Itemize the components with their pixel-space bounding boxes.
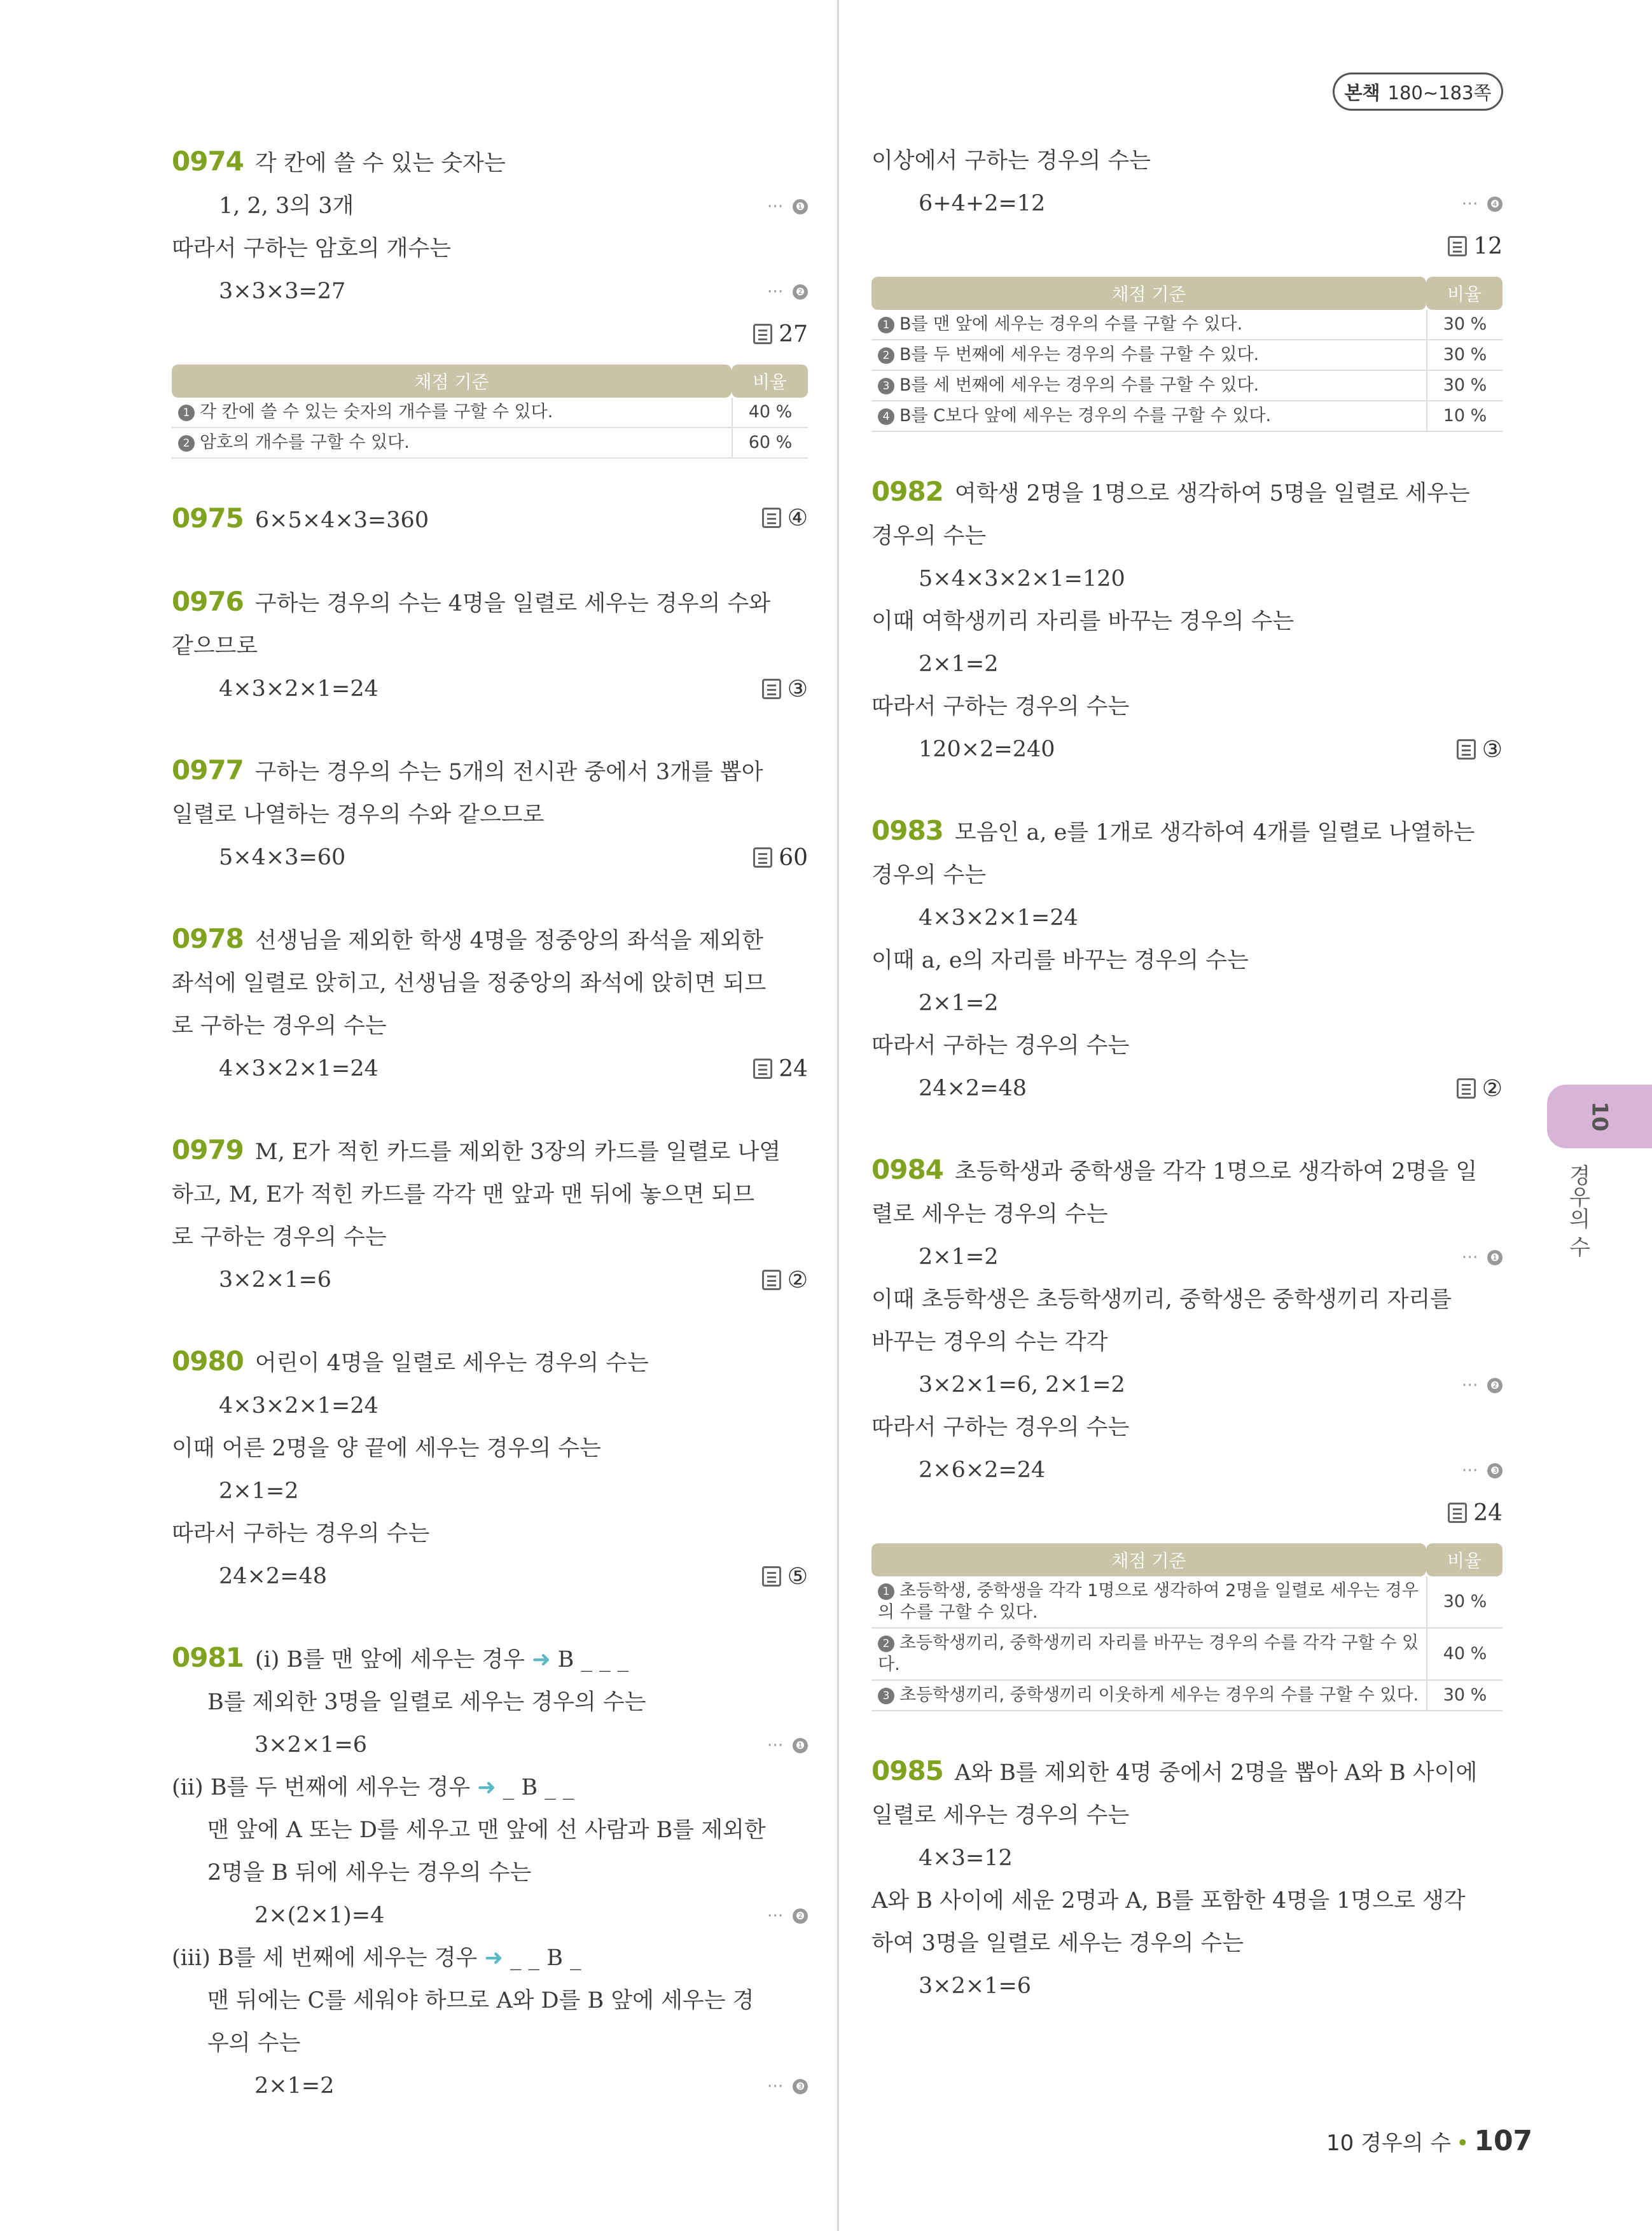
- criteria-text: B를 맨 앞에 세우는 경우의 수를 구할 수 있다.: [899, 314, 1243, 334]
- answer-value: ③: [1482, 737, 1503, 763]
- step-number: ❶: [793, 1738, 808, 1753]
- arrow-icon: ➜: [484, 1945, 503, 1971]
- text-line: 따라서 구하는 경우의 수는: [871, 694, 1130, 719]
- step-marker: ⋯ ❶: [767, 185, 808, 228]
- ratio-cell: 10 %: [1426, 401, 1503, 432]
- answer-value: ④: [787, 505, 808, 531]
- math-line: 2×1=2: [919, 990, 999, 1016]
- math-line: 6×5×4×3=360: [254, 508, 429, 533]
- math-line: 4×3×2×1=24: [219, 676, 378, 702]
- problem-0984: [871, 1148, 1503, 1711]
- step-marker: ⋯ ❹: [1462, 183, 1503, 225]
- answer: [762, 668, 808, 711]
- problem-0985: [871, 1749, 1503, 2008]
- problem-number: 0976: [172, 586, 244, 617]
- step-number: ❷: [793, 284, 808, 300]
- text-line: _ _ B _: [510, 1945, 581, 1971]
- text-line: 따라서 구하는 경우의 수는: [172, 1521, 430, 1546]
- problem-0977: [172, 749, 808, 879]
- answer-icon: [762, 679, 781, 699]
- answer-value: ②: [787, 1267, 808, 1293]
- text-line: 렬로 세우는 경우의 수는: [871, 1202, 1108, 1227]
- ratio-cell: 30 %: [1426, 1576, 1503, 1629]
- answer-value: 24: [1473, 1500, 1503, 1526]
- text-line: _ B _ _: [503, 1775, 574, 1800]
- problem-number: 0979: [172, 1134, 244, 1165]
- math-line: 5×4×3×2×1=120: [919, 566, 1125, 592]
- problem-number: 0981: [172, 1642, 244, 1673]
- text-line: 이때 초등학생은 초등학생끼리, 중학생은 중학생끼리 자리를: [871, 1287, 1452, 1312]
- answer-value: ③: [787, 676, 808, 702]
- problem-number: 0977: [172, 754, 244, 786]
- answer-icon: [762, 1566, 781, 1587]
- text-line: 이때 a, e의 자리를 바꾸는 경우의 수는: [871, 948, 1249, 973]
- ratio-cell: 40 %: [732, 398, 808, 428]
- math-line: 2×1=2: [919, 1244, 999, 1270]
- problem-0976: [172, 580, 808, 711]
- text-line: 여학생 2명을 1명으로 생각하여 5명을 일렬로 세우는: [954, 481, 1470, 506]
- ratio-cell: 30 %: [1426, 310, 1503, 340]
- text-line: 각 칸에 쓸 수 있는 숫자는: [254, 151, 506, 176]
- criteria-cell: 3 초등학생끼리, 중학생끼리 이웃하게 세우는 경우의 수를 구할 수 있다.: [871, 1681, 1426, 1711]
- text-line: 따라서 구하는 경우의 수는: [871, 1033, 1130, 1059]
- math-line: 2×1=2: [919, 651, 999, 677]
- math-line: 4×3×2×1=24: [919, 905, 1078, 931]
- step-number: ❷: [793, 1908, 808, 1924]
- answer-value: 27: [779, 321, 808, 347]
- answer-value: 60: [779, 845, 808, 871]
- math-line: 2×6×2=24: [919, 1457, 1046, 1483]
- arrow-icon: ➜: [477, 1775, 496, 1800]
- problem-number: 0985: [871, 1755, 943, 1786]
- math-line: 3×2×1=6: [919, 1973, 1032, 1999]
- left-column: [172, 140, 808, 2146]
- text-line: A와 B를 제외한 4명 중에서 2명을 뽑아 A와 B 사이에: [954, 1760, 1478, 1786]
- criteria-text: 초등학생끼리, 중학생끼리 자리를 바꾸는 경우의 수를 각각 구할 수 있다.: [878, 1633, 1419, 1674]
- answer-value: 12: [1473, 233, 1503, 260]
- step-marker: ⋯ ❶: [767, 1724, 808, 1767]
- problem-0978: [172, 917, 808, 1090]
- problem-0980: [172, 1340, 808, 1598]
- problem-0975: [172, 497, 808, 542]
- answer: [1448, 225, 1503, 268]
- problem-0981-part1: [172, 1636, 808, 2108]
- text-line: A와 B 사이에 세운 2명과 A, B를 포함한 4명을 1명으로 생각: [871, 1888, 1466, 1914]
- answer-icon: [1457, 1078, 1476, 1099]
- problem-number: 0975: [172, 503, 244, 534]
- problem-number: 0978: [172, 923, 244, 954]
- footer-separator: •: [1456, 2130, 1469, 2156]
- problem-number: 0984: [871, 1154, 943, 1185]
- problem-0981-part2: [871, 140, 1503, 432]
- ratio-header: 비율: [1426, 277, 1503, 310]
- criteria-text: 초등학생, 중학생을 각각 1명으로 생각하여 2명을 일렬로 세우는 경우의 수를 구할 수 있다.: [878, 1581, 1419, 1622]
- step-marker: ⋯ ❷: [767, 1894, 808, 1937]
- step-number: ❸: [793, 2079, 808, 2094]
- ratio-cell: 30 %: [1426, 340, 1503, 371]
- step-marker: ⋯ ❸: [767, 2065, 808, 2108]
- text-line: 이때 어른 2명을 양 끝에 세우는 경우의 수는: [172, 1436, 601, 1461]
- text-line: 로 구하는 경우의 수는: [172, 1013, 387, 1039]
- text-line: 로 구하는 경우의 수는: [172, 1225, 387, 1250]
- answer: [753, 1048, 808, 1090]
- criteria-cell: 1 각 칸에 쓸 수 있는 숫자의 개수를 구할 수 있다.: [172, 398, 732, 428]
- answer-value: 24: [779, 1056, 808, 1082]
- math-line: 24×2=48: [219, 1564, 327, 1589]
- criteria-text: B를 세 번째에 세우는 경우의 수를 구할 수 있다.: [899, 375, 1260, 395]
- math-line: 3×2×1=6: [254, 1732, 368, 1758]
- step-number: ❶: [1487, 1250, 1503, 1265]
- criteria-cell: 4 B를 C보다 앞에 세우는 경우의 수를 구할 수 있다.: [871, 401, 1426, 432]
- criteria-header: 채점 기준: [172, 365, 732, 398]
- math-line: 4×3×2×1=24: [219, 1393, 378, 1419]
- ref-pages: 180∼183쪽: [1387, 81, 1492, 104]
- answer: [762, 1259, 808, 1302]
- ratio-cell: 60 %: [732, 428, 808, 459]
- page-number: 107: [1474, 2125, 1533, 2157]
- text-line: 2명을 B 뒤에 세우는 경우의 수는: [207, 1860, 532, 1886]
- text-line: 선생님을 제외한 학생 4명을 정중앙의 좌석을 제외한: [254, 928, 763, 954]
- chapter-number: 10: [1586, 1101, 1613, 1132]
- answer-value: ②: [1482, 1076, 1503, 1102]
- text-line: 구하는 경우의 수는 5개의 전시관 중에서 3개를 뽑아: [254, 760, 763, 785]
- criteria-text: 초등학생끼리, 중학생끼리 이웃하게 세우는 경우의 수를 구할 수 있다.: [899, 1685, 1419, 1705]
- math-line: 120×2=240: [919, 737, 1055, 762]
- text-line: B를 제외한 3명을 일렬로 세우는 경우의 수는: [207, 1690, 646, 1715]
- text-line: 모음인 a, e를 1개로 생각하여 4개를 일렬로 나열하는: [954, 820, 1475, 845]
- text-line: (ⅱ) B를 두 번째에 세우는 경우: [172, 1775, 471, 1800]
- text-line: B _ _ _: [557, 1647, 629, 1672]
- criteria-header: 채점 기준: [871, 1543, 1426, 1576]
- step-number: ❸: [1487, 1463, 1503, 1478]
- criteria-text: 각 칸에 쓸 수 있는 숫자의 개수를 구할 수 있다.: [200, 402, 553, 422]
- text-line: 경우의 수는: [871, 524, 987, 549]
- grading-table: [172, 365, 808, 459]
- text-line: 일렬로 세우는 경우의 수는: [871, 1803, 1130, 1828]
- answer-icon: [762, 1270, 781, 1290]
- text-line: (ⅰ) B를 맨 앞에 세우는 경우: [254, 1647, 525, 1672]
- answer: [1448, 1492, 1503, 1534]
- text-line: M, E가 적힌 카드를 제외한 3장의 카드를 일렬로 나열: [254, 1139, 781, 1165]
- problem-number: 0974: [172, 146, 244, 177]
- text-line: 바꾸는 경우의 수는 각각: [871, 1330, 1108, 1355]
- problem-0979: [172, 1129, 808, 1302]
- math-line: 3×2×1=6, 2×1=2: [919, 1372, 1125, 1398]
- math-line: 2×1=2: [254, 2073, 335, 2099]
- grading-table: [871, 277, 1503, 432]
- text-line: 우의 수는: [207, 2031, 301, 2056]
- right-column: [871, 140, 1503, 2046]
- text-line: 맨 뒤에는 C를 세워야 하므로 A와 D를 B 앞에 세우는 경: [207, 1988, 754, 2013]
- step-marker: ⋯ ❸: [1462, 1449, 1503, 1492]
- text-line: 초등학생과 중학생을 각각 1명으로 생각하여 2명을 일: [954, 1159, 1478, 1185]
- step-number: ❹: [1487, 197, 1503, 212]
- grading-table: [871, 1543, 1503, 1711]
- problem-number: 0983: [871, 815, 943, 846]
- chapter-side-label: 경우의 수: [1565, 1164, 1590, 1258]
- text-line: (ⅲ) B를 세 번째에 세우는 경우: [172, 1945, 478, 1971]
- text-line: 어린이 4명을 일렬로 세우는 경우의 수는: [254, 1351, 649, 1376]
- reference-badge: [1333, 73, 1503, 111]
- math-line: 3×2×1=6: [219, 1267, 332, 1293]
- text-line: 맨 앞에 A 또는 D를 세우고 맨 앞에 선 사람과 B를 제외한: [207, 1817, 766, 1843]
- arrow-icon: ➜: [532, 1647, 551, 1672]
- chapter-tab: [1547, 1085, 1652, 1148]
- math-line: 5×4×3=60: [219, 845, 346, 870]
- answer-icon: [753, 324, 772, 344]
- text-line: 구하는 경우의 수는 4명을 일렬로 세우는 경우의 수와: [254, 591, 771, 616]
- step-number: ❶: [793, 199, 808, 214]
- answer-icon: [1448, 1503, 1467, 1523]
- text-line: 따라서 구하는 경우의 수는: [871, 1415, 1130, 1440]
- text-line: 같으므로: [172, 634, 258, 659]
- step-number: ❷: [1487, 1378, 1503, 1393]
- ratio-header: 비율: [1426, 1543, 1503, 1576]
- criteria-cell: 2 B를 두 번째에 세우는 경우의 수를 구할 수 있다.: [871, 340, 1426, 371]
- text-line: 이때 여학생끼리 자리를 바꾸는 경우의 수는: [871, 609, 1295, 634]
- text-line: 하고, M, E가 적힌 카드를 각각 맨 앞과 맨 뒤에 놓으면 되므: [172, 1182, 755, 1207]
- ratio-header: 비율: [732, 365, 808, 398]
- text-line: 이상에서 구하는 경우의 수는: [871, 148, 1151, 174]
- answer: [1457, 728, 1503, 771]
- problem-number: 0980: [172, 1345, 244, 1377]
- math-line: 2×(2×1)=4: [254, 1903, 385, 1928]
- math-line: 24×2=48: [919, 1076, 1027, 1101]
- text-line: 좌석에 일렬로 앉히고, 선생님을 정중앙의 좌석에 앉히면 되므: [172, 971, 767, 996]
- ratio-cell: 30 %: [1426, 1681, 1503, 1711]
- ratio-cell: 40 %: [1426, 1629, 1503, 1681]
- math-line: 4×3=12: [919, 1845, 1013, 1871]
- answer-icon: [1457, 739, 1476, 760]
- text-line: 일렬로 나열하는 경우의 수와 같으므로: [172, 802, 545, 828]
- math-line: 3×3×3=27: [219, 279, 346, 304]
- column-divider: [837, 0, 839, 2231]
- criteria-cell: 2 암호의 개수를 구할 수 있다.: [172, 428, 732, 459]
- criteria-cell: 3 B를 세 번째에 세우는 경우의 수를 구할 수 있다.: [871, 371, 1426, 401]
- answer: [753, 313, 808, 356]
- answer-icon: [1448, 236, 1467, 256]
- problem-number: 0982: [871, 476, 943, 507]
- criteria-text: 암호의 개수를 구할 수 있다.: [200, 433, 410, 452]
- text-line: 따라서 구하는 암호의 개수는: [172, 236, 452, 261]
- math-line: 4×3×2×1=24: [219, 1056, 378, 1081]
- answer: [1457, 1067, 1503, 1110]
- problem-0982: [871, 470, 1503, 771]
- answer: [753, 837, 808, 879]
- criteria-cell: 1 B를 맨 앞에 세우는 경우의 수를 구할 수 있다.: [871, 310, 1426, 340]
- criteria-cell: 2 초등학생끼리, 중학생끼리 자리를 바꾸는 경우의 수를 각각 구할 수 있다.: [871, 1629, 1426, 1681]
- step-marker: ⋯ ❷: [1462, 1364, 1503, 1407]
- step-marker: ⋯ ❷: [767, 270, 808, 313]
- ratio-cell: 30 %: [1426, 371, 1503, 401]
- page-footer: [1326, 2125, 1532, 2157]
- answer: [762, 1555, 808, 1598]
- criteria-text: B를 두 번째에 세우는 경우의 수를 구할 수 있다.: [899, 345, 1260, 365]
- text-line: 경우의 수는: [871, 863, 987, 888]
- ref-book: 본책: [1344, 81, 1380, 104]
- problem-0974: [172, 140, 808, 459]
- answer-icon: [762, 508, 781, 528]
- step-marker: ⋯ ❶: [1462, 1236, 1503, 1279]
- answer-icon: [753, 847, 772, 868]
- criteria-text: B를 C보다 앞에 세우는 경우의 수를 구할 수 있다.: [899, 406, 1272, 426]
- criteria-header: 채점 기준: [871, 277, 1426, 310]
- text-line: 하여 3명을 일렬로 세우는 경우의 수는: [871, 1931, 1244, 1956]
- answer-value: ⑤: [787, 1564, 808, 1590]
- text-line: 1, 2, 3의 3개: [219, 193, 354, 219]
- footer-chapter: 10 경우의 수: [1326, 2130, 1452, 2156]
- problem-0983: [871, 809, 1503, 1110]
- math-line: 6+4+2=12: [919, 191, 1046, 216]
- answer: [762, 497, 808, 539]
- criteria-cell: 1 초등학생, 중학생을 각각 1명으로 생각하여 2명을 일렬로 세우는 경우의 수를 구할 수 있다.: [871, 1576, 1426, 1629]
- answer-icon: [753, 1059, 772, 1079]
- math-line: 2×1=2: [219, 1478, 299, 1504]
